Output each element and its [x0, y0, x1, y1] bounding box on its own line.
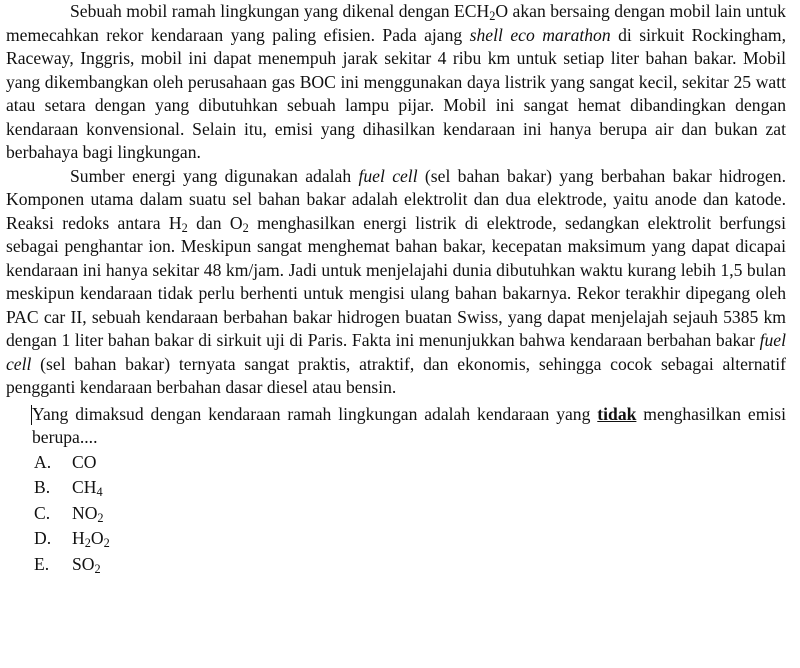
- italic-term: fuel cell: [6, 330, 786, 374]
- answer-option-e[interactable]: [6, 552, 786, 578]
- paragraph-2-text-e: (sel bahan bakar) ternyata sangat praktis, atraktif, dan ekonomis, sehingga cocok sebagai alternatif pengganti kendaraan berbahan dasar diesel atau bensin.: [6, 353, 786, 397]
- paragraph-2-text-b: (sel bahan bakar) yang berbahan bakar hidrogen. Komponen utama dalam suatu sel bahan bakar adalah elektrolit dan dua elektrode, yaitu anode dan katode. Reaksi redoks antara H: [6, 165, 786, 233]
- paragraph-2-text-d: menghasilkan energi listrik di elektrode, sedangkan elektrolit berfungsi sebagai penghantar ion. Meskipun sangat menghemat bahan bakar, kecepatan maksimum yang dapat dicapai kendaraan ini hanya sekitar 48 km/jam. Jadi untuk menjelajahi dunia dibutuhkan waktu kurang lebih 1,5 bulan meskipun kendaraan tidak perlu berhenti untuk mengisi ulang bahan bakarnya. Rekor terakhir dipegang oleh PAC car II, sebuah kendaraan berbahan bakar hidrogen buatan Swiss, yang dapat menjelajah sejauh 5385 km dengan 1 liter bahan bakar di sirkuit uji di Paris. Fakta ini menunjukkan bahwa kendaraan berbahan bakar: [6, 212, 786, 350]
- option-formula: $CH_4$: [72, 477, 103, 500]
- paragraph-1-text-b: O akan bersaing dengan mobil lain untuk memecahkan rekor kendaraan yang paling efisien. Pada ajang: [6, 1, 786, 45]
- text-cursor: [31, 405, 32, 425]
- option-letter: E.: [34, 553, 50, 574]
- paragraph-1: [6, 0, 786, 165]
- answer-option-d[interactable]: [6, 526, 786, 552]
- italic-term: fuel cell: [358, 165, 418, 186]
- option-formula: $SO_2$: [72, 553, 101, 576]
- question-text-a: Yang dimaksud dengan kendaraan ramah lingkungan adalah kendaraan yang: [32, 403, 598, 424]
- option-formula: CO: [72, 451, 97, 472]
- answer-options: [6, 450, 786, 578]
- option-letter: B.: [34, 477, 51, 497]
- paragraph-2-text-c: dan O: [187, 212, 243, 233]
- subscript: 2: [181, 220, 188, 235]
- subscript: 2: [489, 9, 496, 24]
- paragraph-1-text-c: di sirkuit Rockingham, Raceway, Inggris, mobil ini dapat menempuh jarak sekitar 4 ribu km untuk setiap liter bahan bakar. Mobil yang dikembangkan oleh perusahaan gas BOC ini menggunakan daya listrik yang sangat kecil, sekitar 25 watt atau setara dengan yang dibutuhkan sebuah lampu pijar. Mobil ini sangat hemat dibandingkan dengan kendaraan konvensional. Selain itu, emisi yang dihasilkan kendaraan ini hanya berupa air dan bukan zat berbahaya bagi lingkungan.: [6, 24, 786, 162]
- answer-option-a[interactable]: [6, 450, 786, 476]
- answer-option-c[interactable]: [6, 501, 786, 527]
- question-text: [32, 403, 786, 450]
- paragraph-2: [6, 165, 786, 400]
- option-letter: D.: [34, 528, 52, 548]
- option-letter: C.: [34, 502, 51, 523]
- paragraph-1-text-a: Sebuah mobil ramah lingkungan yang dikenal dengan ECH: [70, 1, 490, 21]
- option-formula: $H_2O_2$: [72, 528, 110, 551]
- paragraph-2-text-a: Sumber energi yang digunakan adalah: [70, 165, 359, 186]
- question-text-b: menghasilkan emisi berupa....: [32, 403, 786, 447]
- option-formula: $NO_2$: [72, 502, 104, 525]
- question-emphasis: tidak: [597, 403, 637, 424]
- subscript: 2: [242, 220, 249, 235]
- answer-option-b[interactable]: [6, 475, 786, 501]
- italic-term: shell eco marathon: [469, 24, 611, 45]
- option-letter: A.: [34, 451, 52, 472]
